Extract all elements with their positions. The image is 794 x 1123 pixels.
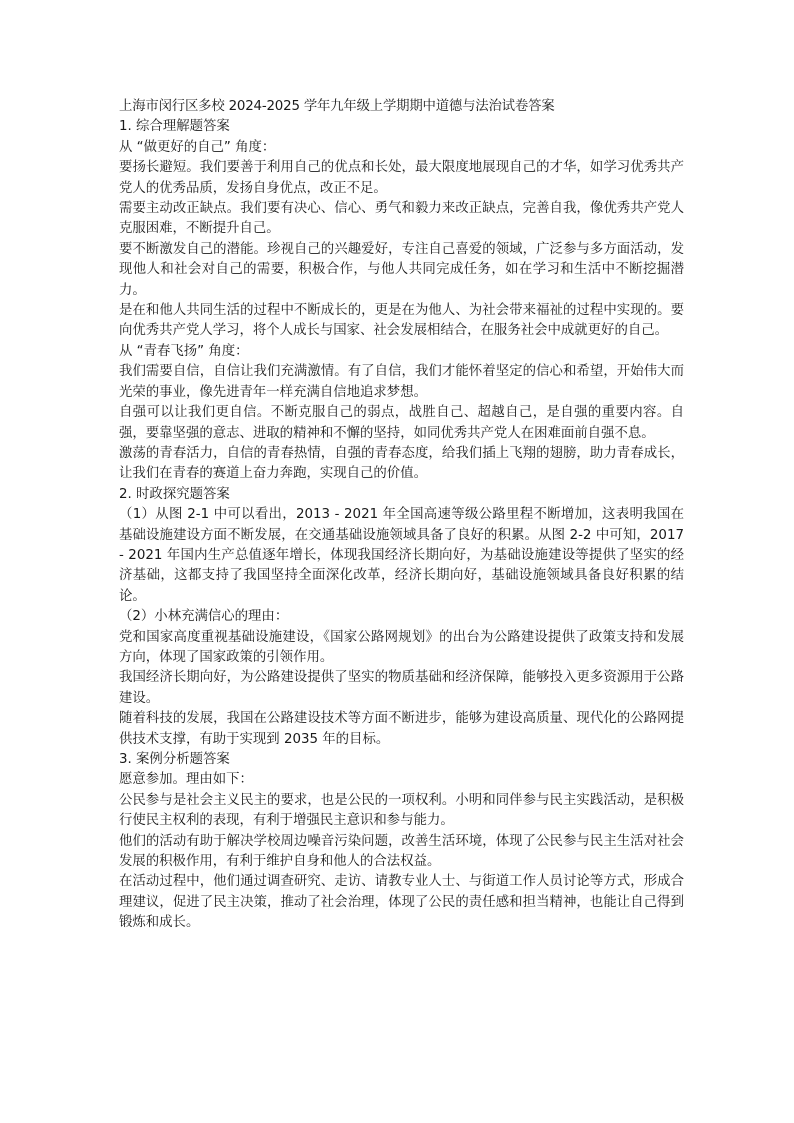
paragraph: 他们的活动有助于解决学校周边噪音污染问题，改善生活环境，体现了公民参与民主生活对社会发展的积极作用，有利于维护自身和他人的合法权益。 [119, 833, 684, 870]
section-heading-1: 1. 综合理解题答案 [119, 119, 230, 135]
paragraph: 要扬长避短。我们要善于利用自己的优点和长处，最大限度地展现自己的才华，如学习优秀共产党人的优秀品质，发扬自身优点，改正不足。 [119, 160, 684, 196]
paragraph: 愿意参加。理由如下： [119, 772, 253, 788]
paragraph: 在活动过程中，他们通过调查研究、走访、请教专业人士、与街道工作人员讨论等方式，形成合理建议，促进了民主决策，推动了社会治理，体现了公民的责任感和担当精神，也能让自己得到锻炼和成长。 [119, 874, 684, 931]
paragraph: 自强可以让我们更自信。不断克服自己的弱点，战胜自己、超越自己，是自强的重要内容。自强，要靠坚强的意志、进取的精神和不懈的坚持，如同优秀共产党人在困难面前自强不息。 [119, 405, 684, 441]
paragraph: 公民参与是社会主义民主的要求，也是公民的一项权利。小明和同伴参与民主实践活动，是积极行使民主权利的表现，有利于增强民主意识和参与能力。 [119, 792, 684, 829]
paragraph: 需要主动改正缺点。我们要有决心、信心、勇气和毅力来改正缺点，完善自我，像优秀共产党人克服困难，不断提升自己。 [119, 201, 684, 237]
document-title: 上海市闵行区多校 2024-2025 学年九年级上学期期中道德与法治试卷答案 [119, 99, 555, 114]
paragraph: 党和国家高度重视基础设施建设，《国家公路网规划》的出台为公路建设提供了政策支持和发展方向，体现了国家政策的引领作用。 [119, 629, 684, 665]
paragraph: （2）小林充满信心的理由： [119, 609, 289, 625]
section-heading-2: 2. 时政探究题答案 [119, 486, 230, 502]
document-body [119, 97, 684, 934]
paragraph: 我国经济长期向好，为公路建设提供了坚实的物质基础和经济保障，能够投入更多资源用于公路建设。 [119, 670, 684, 706]
paragraph: 要不断激发自己的潜能。珍视自己的兴趣爱好，专注自己喜爱的领域，广泛参与多方面活动，发现他人和社会对自己的需要，积极合作，与他人共同完成任务，如在学习和生活中不断挖掘潜力。 [119, 241, 684, 298]
paragraph: 是在和他人共同生活的过程中不断成长的，更是在为他人、为社会带来福祉的过程中实现的。要向优秀共产党人学习，将个人成长与国家、社会发展相结合，在服务社会中成就更好的自己。 [119, 303, 684, 339]
paragraph: 我们需要自信，自信让我们充满激情。有了自信，我们才能怀着坚定的信心和希望，开始伟大而光荣的事业，像先进青年一样充满自信地追求梦想。 [119, 364, 684, 400]
paragraph: （1）从图 2-1 中可以看出，2013 - 2021 年全国高速等级公路里程不断增加，这表明我国在基础设施建设方面不断发展，在交通基础设施领域具备了良好的积累。从图 2-2 中可知，2017 - 2021 年国内生产总值逐年增长，体现我国经济长期向好，为基础设施建设等提供了坚实的经济基础，这都支持了我国坚持全面深化改革，经济长期向好，基础设施领域具备良好积累的结论。 [119, 507, 684, 604]
paragraph: 从 “做更好的自己” 角度： [119, 139, 276, 155]
paragraph: 从 “青春飞扬” 角度： [119, 343, 249, 359]
section-heading-3: 3. 案例分析题答案 [119, 752, 230, 767]
paragraph: 随着科技的发展，我国在公路建设技术等方面不断进步，能够为建设高质量、现代化的公路网提供技术支撑，有助于实现到 2035 年的目标。 [119, 711, 684, 747]
paragraph: 激荡的青春活力，自信的青春热情，自强的青春态度，给我们插上飞翔的翅膀，助力青春成长，让我们在青春的赛道上奋力奔跑，实现自己的价值。 [119, 445, 684, 482]
